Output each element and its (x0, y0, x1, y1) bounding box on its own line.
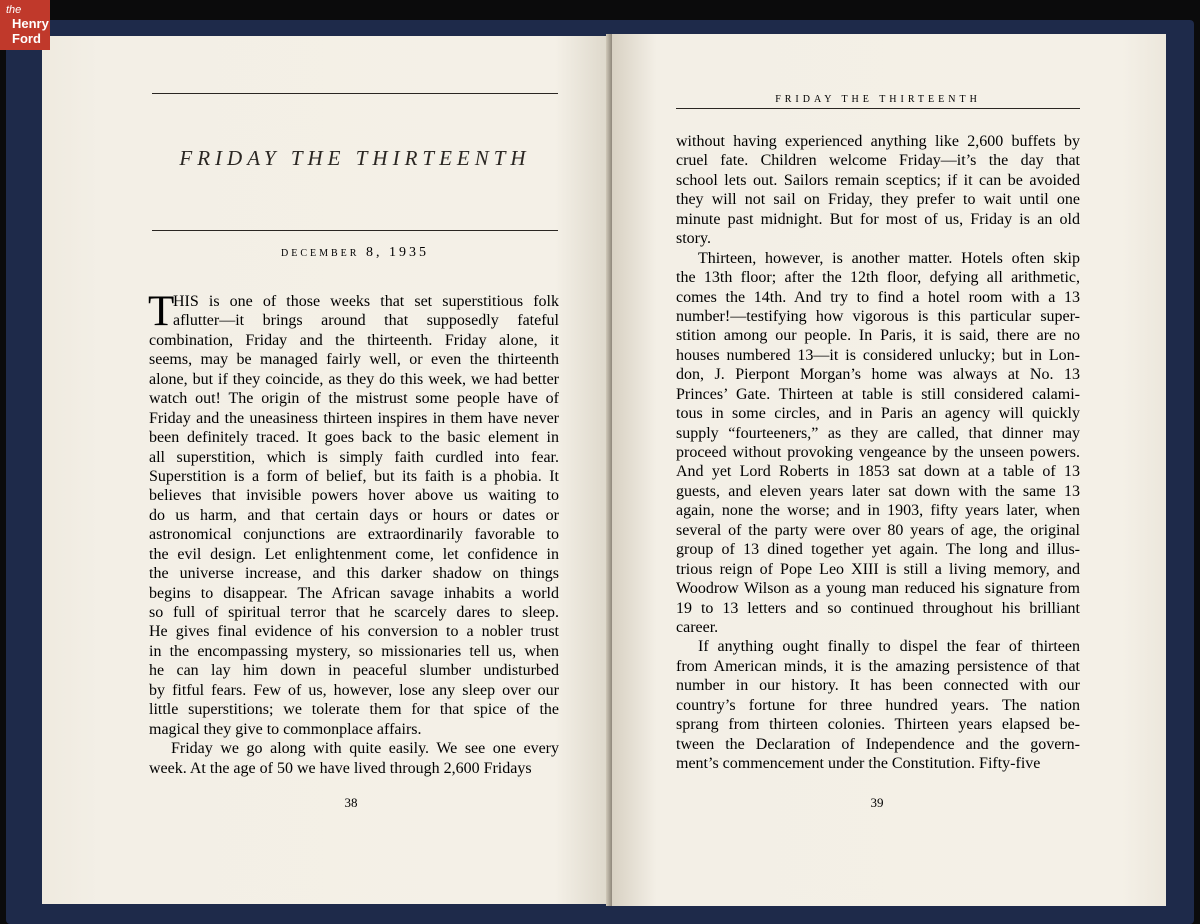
text-line: If anything ought finally to dispel the fear of thirteen (698, 638, 1080, 656)
text-line: sprang from thirteen colonies. Thirteen years elapsed be- (676, 716, 1080, 734)
text-line: several of the party were over 80 years of age, the original (676, 521, 1080, 539)
running-head-rule (676, 108, 1080, 109)
text-line: 19 to 13 letters and so continued throughout his brilliant (676, 599, 1080, 617)
text-line: Superstition is a form of belief, but its faith is a phobia. It (149, 467, 559, 485)
text-line: group of 13 dined together yet again. The long and illus- (676, 541, 1080, 559)
henry-ford-logo (0, 0, 50, 50)
text-line: cruel fate. Children welcome Friday—it’s the day that (676, 152, 1080, 170)
text-line: story. (676, 230, 711, 248)
essay-title: FRIDAY THE THIRTEENTH (179, 146, 531, 170)
text-line: believes that invisible powers hover above us waiting to (149, 487, 559, 505)
text-line: by fitful fears. Few of us, however, lose any sleep over our (149, 681, 559, 699)
text-line: combination, Friday and the thirteenth. Friday alone, it (149, 331, 559, 349)
text-line: ment’s commencement under the Constitution. Fifty-five (676, 755, 1041, 772)
page-number-left: 38 (344, 795, 358, 810)
text-line: trious reign of Pope Leo XIII is still a living memory, and (676, 560, 1080, 578)
top-rule (152, 93, 558, 94)
text-line: He gives final evidence of his conversion to a nobler trust (149, 623, 559, 641)
text-line: so full of spiritual terror that he scarcely dares to sleep. (149, 604, 559, 621)
text-line: don, J. Pierpont Morgan’s home was always at No. 13 (676, 366, 1080, 384)
text-line: alone, but if they coincide, as they do this week, we had better (149, 370, 559, 388)
text-line: they will not sail on Friday, they prefer to wait until one (676, 191, 1080, 209)
text-line: comes the 14th. And try to find a hotel room with a 13 (676, 288, 1080, 306)
text-line: from American minds, it is the amazing persistence of that (676, 657, 1080, 675)
text-line: Thirteen, however, is another matter. Hotels often skip (698, 249, 1080, 267)
text-line: the universe increase, and this darker shadow on things (149, 565, 559, 583)
logo-text-the: the (6, 4, 22, 16)
left-page-body (148, 288, 559, 778)
essay-date (152, 245, 558, 261)
text-line: begins to disappear. The African savage inhabits a world (149, 584, 559, 602)
text-line: tween the Declaration of Independence and the govern- (676, 735, 1080, 753)
text-line: seems, may be managed fairly well, or even the thirteenth (149, 351, 559, 369)
text-line: little superstitions; we tolerate them for that spice of the (149, 701, 559, 719)
text-line: supply “fourteeners,” as they are called, that dinner may (676, 424, 1080, 442)
text-line: number in our history. It has been connected with our (676, 677, 1080, 695)
text-line: aflutter—it brings around that supposedly fateful (173, 312, 559, 330)
text-line: minute past midnight. But for most of us, Friday is an old (676, 210, 1080, 228)
text-line: guests, and eleven years later sat down with the same 13 (676, 482, 1080, 500)
text-line: career. (676, 618, 719, 636)
text-line: country’s fortune for three hundred years. The nation (676, 696, 1080, 714)
text-line: week. At the age of 50 we have lived through 2,600 Fridays (149, 759, 532, 777)
text-line: astronomical conjunctions are extraordinarily favorable to (149, 526, 559, 544)
drop-cap: T (148, 288, 175, 335)
right-page-body (676, 132, 1080, 773)
text-line: Friday we go along with quite easily. We see one every (171, 740, 559, 758)
text-line: houses numbered 13—it is considered unlucky; but in Lon- (676, 346, 1080, 364)
text-line: And yet Lord Roberts in 1853 sat down at a table of 13 (676, 463, 1080, 481)
text-line: Princes’ Gate. Thirteen at table is still considered calami- (676, 385, 1080, 403)
text-line: been definitely traced. It goes back to the basic element in (149, 429, 559, 447)
text-line: the 13th floor; after the 12th floor, defying all arithmetic, (676, 269, 1080, 287)
date-day-year: 8, 1935 (365, 245, 429, 260)
text-line: he can lay him down in peaceful slumber undisturbed (149, 662, 559, 680)
logo-text-ford: Ford (12, 31, 41, 46)
text-line: all superstition, which is simply faith curdled into fear. (149, 448, 559, 466)
text-line: do us harm, and that certain days or hours or dates or (149, 506, 559, 524)
text-line: Woodrow Wilson as a young man reduced his signature from (676, 580, 1080, 598)
text-line: without having experienced anything like 2,600 buffets by (676, 133, 1080, 150)
page-number-right: 39 (870, 795, 884, 810)
text-line: proceed without provoking vengeance by the unseen powers. (676, 444, 1080, 461)
text-line: Friday and the uneasiness thirteen inspires in them have never (149, 409, 559, 427)
text-line: number!—testifying how vigorous is this particular super- (676, 307, 1080, 325)
running-head: FRIDAY THE THIRTEENTH (775, 94, 981, 105)
text-line: in the encompassing mystery, so missionaries tell us, when (149, 642, 559, 660)
text-line: tous in some circles, and in Paris an agency will quickly (676, 405, 1080, 423)
text-line: stition among our people. In Paris, it is said, there are no (676, 327, 1080, 345)
text-line: again, none the worse; and in 1903, fifty years later, when (676, 502, 1080, 520)
date-month: DECEMBER (281, 248, 360, 259)
text-line: magical they give to commonplace affairs. (149, 720, 422, 738)
title-bottom-rule (152, 230, 558, 231)
text-line: HIS is one of those weeks that set superstitious folk (173, 293, 559, 310)
text-line: watch out! The origin of the mistrust some people have of (149, 390, 559, 408)
text-line: school lets out. Sailors remain sceptics; if it can be avoided (676, 171, 1080, 189)
text-line: the evil design. Let enlightenment come, let confidence in (149, 545, 559, 563)
logo-text-henry: Henry (12, 16, 49, 31)
